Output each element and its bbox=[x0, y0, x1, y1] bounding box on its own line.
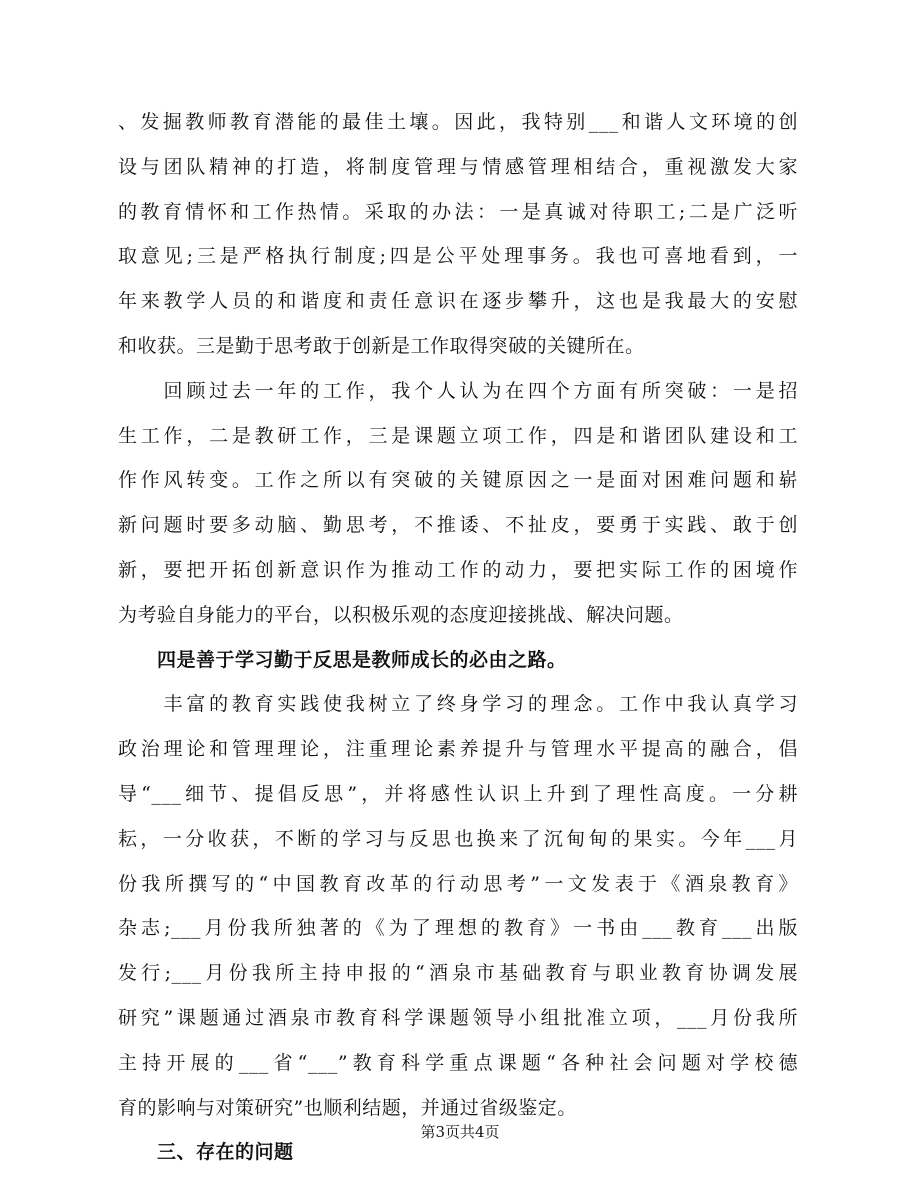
text-line: 为考验自身能力的平台，以积极乐观的态度迎接挑战、解决问题。 bbox=[118, 603, 684, 626]
text-line: 和收获。三是勤于思考敢于创新是工作取得突破的关键所在。 bbox=[118, 334, 645, 357]
heading-line: 四是善于学习勤于反思是教师成长的必由之路。 bbox=[118, 648, 567, 671]
heading-line: 三、存在的问题 bbox=[118, 1141, 294, 1164]
text-line: 作作风转变。工作之所以有突破的关键原因之一是面对困难问题和崭 bbox=[118, 469, 798, 492]
text-line: 的教育情怀和工作热情。采取的办法：一是真诚对待职工;二是广泛听 bbox=[118, 200, 798, 223]
paragraph-harmony bbox=[118, 100, 798, 369]
text-line: 年来教学人员的和谐度和责任意识在逐步攀升，这也是我最大的安慰 bbox=[118, 290, 798, 313]
paragraph-learning bbox=[118, 682, 798, 1130]
text-line: 耘，一分收获，不断的学习与反思也换来了沉甸甸的果实。今年___月 bbox=[118, 827, 798, 850]
text-line: 生工作，二是教研工作，三是课题立项工作，四是和谐团队建设和工 bbox=[118, 424, 798, 447]
text-line: 、发掘教师教育潜能的最佳土壤。因此，我特别___和谐人文环境的创 bbox=[118, 111, 798, 133]
text-line: 发行;___月份我所主持申报的“酒泉市基础教育与职业教育协调发展 bbox=[118, 962, 798, 985]
text-line: 杂志;___月份我所独著的《为了理想的教育》一书由___教育___出版 bbox=[118, 917, 798, 940]
text-line: 丰富的教育实践使我树立了终身学习的理念。工作中我认真学习 bbox=[118, 693, 798, 716]
page-number-footer: 第3页共4页 bbox=[420, 1123, 500, 1141]
text-line: 回顾过去一年的工作，我个人认为在四个方面有所突破：一是招 bbox=[118, 379, 798, 402]
text-line: 新，要把开拓创新意识作为推动工作的动力，要把实际工作的困境作 bbox=[118, 558, 798, 581]
text-line: 取意见;三是严格执行制度;四是公平处理事务。我也可喜地看到，一 bbox=[118, 245, 798, 268]
text-line: 设与团队精神的打造，将制度管理与情感管理相结合，重视激发大家 bbox=[118, 155, 798, 178]
document-body bbox=[118, 100, 798, 1175]
text-line: 政治理论和管理理论，注重理论素养提升与管理水平提高的融合，倡 bbox=[118, 738, 798, 761]
section-heading-learning bbox=[118, 638, 798, 683]
text-line: 育的影响与对策研究”也顺利结题，并通过省级鉴定。 bbox=[118, 1096, 577, 1119]
paragraph-review bbox=[118, 369, 798, 638]
text-line: 主持开展的___省“___”教育科学重点课题“各种社会问题对学校德 bbox=[118, 1051, 798, 1074]
text-line: 导“___细节、提倡反思”，并将感性认识上升到了理性高度。一分耕 bbox=[118, 782, 798, 805]
text-line: 份我所撰写的“中国教育改革的行动思考”一文发表于《酒泉教育》 bbox=[118, 872, 798, 895]
text-line: 研究”课题通过酒泉市教育科学课题领导小组批准立项，___月份我所 bbox=[118, 1006, 798, 1029]
text-line: 新问题时要多动脑、勤思考，不推诿、不扯皮，要勇于实践、敢于创 bbox=[118, 514, 798, 537]
